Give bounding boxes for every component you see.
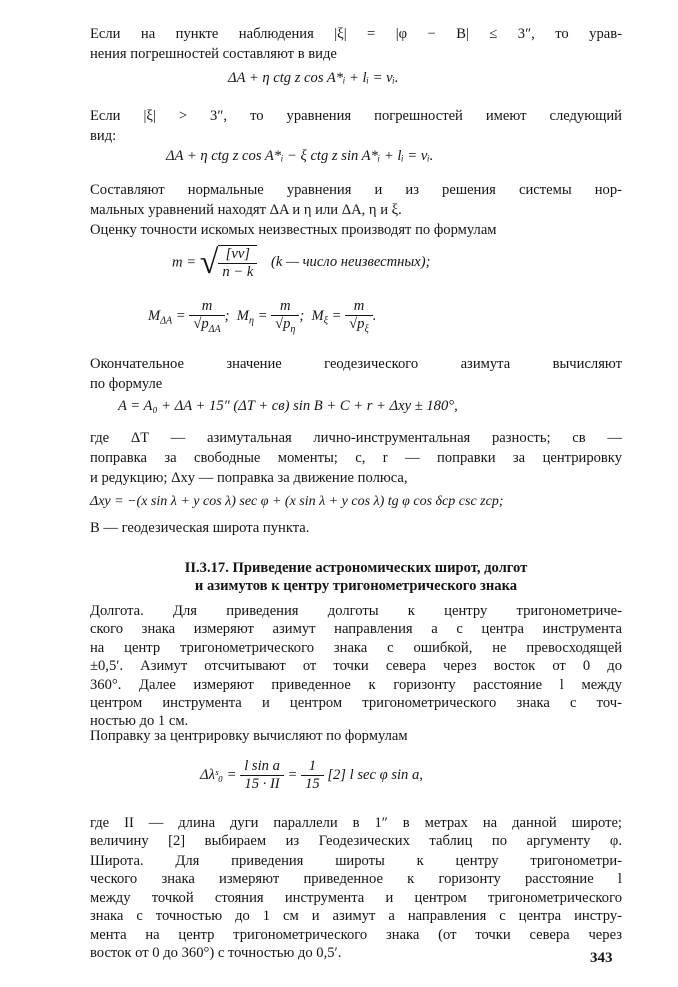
paragraph-where [90,428,622,488]
eq4-m-xi: M [311,307,324,324]
eq4-den-sub: ξ [364,323,369,335]
text-line: нения погрешностей составляют в виде [90,46,337,62]
text-line: на центр тригонометрического знака с ошибкой, не превосходящей [90,639,622,656]
text-line: ского знака измеряют азимут направления a с центра инструмента [90,621,622,638]
paragraph-where-ii [90,814,622,851]
text-line: восток от 0 до 360°) с точностью до 0,5′. [90,945,342,962]
text-line: B — геодезическая широта пункта. [90,520,310,536]
text-line: Поправку за центрировку вычисляют по формулам [90,728,408,744]
text-line: Широта. Для приведения широты к центру тригонометри- [90,853,622,869]
text-line: Если |ξ| > 3″, то уравнения погрешностей имеют следующий [90,108,622,124]
eq4-den-sub: η [290,323,296,335]
equation-2: ΔA + η ctg z cos A*ᵢ − ξ ctg z sin A*ᵢ + lᵢ = vᵢ. [166,148,434,164]
text-line: по формуле [90,376,163,392]
text-line: ностью до 1 см. [90,713,189,730]
eq4-sub: ΔA [160,315,173,327]
eq4-frac-a: $\frac{m}{√p_{\Delta A}}$ [189,298,224,335]
eq4-sub: η [248,315,254,327]
eq7-den: 15 · II [244,776,280,792]
text-line: ±0,5′. Азимут отсчитывают от точки севера через восток от 0 до [90,658,622,675]
eq4-num: m [189,298,224,316]
equation-5: A = A₀ + ΔA + 15″ (ΔT + св) sin B + C + r + Δxy ± 180°, [118,398,458,414]
text-line: Окончательное значение геодезического азимута вычисляют [90,356,622,372]
text-line: мальных уравнений находят ΔA и η или ΔA, η и ξ. [90,202,402,218]
paragraph-longitude [90,602,622,731]
paragraph-condition-1 [90,24,622,64]
eq3-lhs: m = [172,254,197,271]
text-line: и редукцию; Δxy — поправка за движение полюса, [90,470,408,486]
text-line: где II — длина дуги параллели в 1″ в метрах на данной широте; [90,815,622,831]
eq4-den: p [283,316,291,332]
text-line: между точкой стояния инструмента и центром тригонометрического [90,889,622,906]
eq3-fraction [218,245,257,281]
paragraph-latitude [90,852,622,962]
eq3-numerator: [vv] [218,246,257,264]
sqrt-symbol: √ [199,244,219,281]
eq3-denominator: n − k [222,264,254,280]
equation-1: ΔA + η ctg z cos A*ᵢ + lᵢ = vᵢ. [228,70,399,86]
eq4-num: m [271,298,299,316]
eq7-den2: 15 [305,776,320,792]
equation-4: $M_{\Delta A}$ = $\frac{m}{√p_{\Delta A}}$ ; $M_\eta$ = $\frac{m}{√p_\eta}$ ; $M_\xi$ = $\frac{m}{√p_\xi}$ . [148,298,377,335]
eq7-equals: = [287,766,298,783]
paragraph-normal-equations [90,180,622,240]
eq7-num: l sin a [240,758,284,776]
text-line: где ΔT — азимутальная лично-инструментальная разность; св — [90,430,622,446]
eq4-den: p [357,316,365,332]
equation-6: Δxy = −(x sin λ + y cos λ) sec φ + (x sin λ + y cos λ) tg φ cos δcp csc zcp; [90,494,504,509]
equation-3 [172,244,430,282]
eq4-sub: ξ [323,315,328,327]
eq3-note: (k — число неизвестных); [270,254,431,271]
text-line: ческого знака измеряют приведенное к горизонту расстояние l [90,871,622,888]
eq4-num: m [345,298,373,316]
equation-7 [200,758,423,793]
section-heading-line-1: II.3.17. Приведение астрономических широт, долгот [184,560,528,576]
text-line: знака с точностью до 1 см и азимут a направления с центра инстру- [90,908,622,925]
eq4-den-sub: ΔA [208,323,221,335]
paragraph-final-azimuth [90,354,622,394]
eq7-frac-1 [240,758,284,793]
eq4-frac-b: $\frac{m}{√p_\eta}$ [271,298,299,335]
text-line: поправка за свободные моменты; c, r — поправки за центрировку [90,450,622,466]
text-line: Если на пункте наблюдения |ξ| = |φ − B| ≤ 3″, то урав- [90,26,622,42]
text-line: центром инструмента и центром тригонометрического знака с точ- [90,695,622,712]
eq4-den: p [201,316,209,332]
text-line: величину [2] выбираем из Геодезических таблиц по аргументу φ. [90,833,622,850]
eq7-rhs: [2] l sec φ sin a, [327,766,423,783]
section-heading-line-2: и азимутов к центру тригонометрического знака [194,578,518,594]
eq7-frac-2 [301,758,324,793]
eq7-lhs: Δλˢ₀ = [200,766,237,783]
paragraph-latitude-b [90,518,622,538]
text-line: Долгота. Для приведения долготы к центру тригонометриче- [90,603,622,619]
eq4-m-delta-a: M [148,307,161,324]
text-line: Составляют нормальные уравнения и из решения системы нор- [90,182,622,198]
text-line: мента на центр тригонометрического знака (от точки севера через [90,926,622,943]
eq4-frac-c: $\frac{m}{√p_\xi}$ [345,298,373,335]
eq7-num2: 1 [301,758,324,776]
text-line: 360°. Далее измеряют приведенное к горизонту расстояние l между [90,676,622,693]
text-line: Оценку точности искомых неизвестных производят по формулам [90,222,497,238]
text-line: вид: [90,128,117,144]
paragraph-centering [90,726,622,746]
page-number: 343 [590,950,613,966]
eq4-m-eta: M [236,307,249,324]
paragraph-condition-2 [90,106,622,146]
